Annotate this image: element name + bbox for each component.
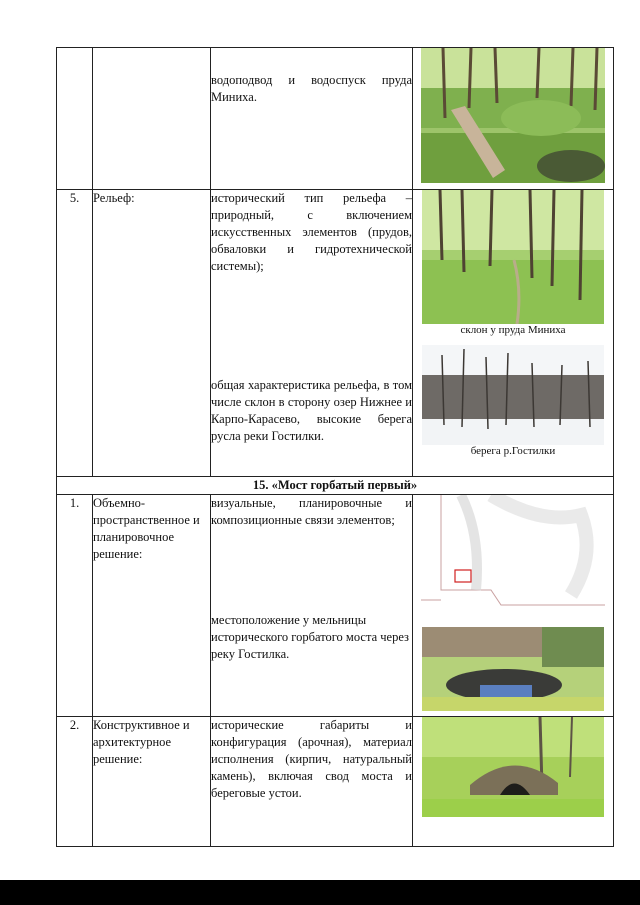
bridge-arch-photo xyxy=(422,717,604,817)
description-text: общая характеристика рельефа, в том числе склон в сторону озер Нижнее и Карпо-Карасево, высокие берега русла реки Гостилки. xyxy=(211,378,412,443)
row-name: Объемно-пространственное и планировочное решение: xyxy=(93,495,211,717)
row-name: Конструктивное и архитектурное решение: xyxy=(93,717,211,847)
site-plan-map xyxy=(421,495,605,609)
riverbank-photo xyxy=(422,345,604,445)
table-row xyxy=(57,190,614,477)
row-description xyxy=(211,495,413,717)
table-row xyxy=(57,48,614,190)
row-image-cell xyxy=(413,717,614,847)
row-description xyxy=(211,190,413,477)
description-text: исторические габариты и конфигурация (арочная), материал исполнения (кирпич, натуральный камень), включая свод моста и береговые устои. xyxy=(211,718,412,800)
description-text: водоподвод и водоспуск пруда Миниха. xyxy=(211,73,412,104)
row-number: 2. xyxy=(57,717,93,847)
row-image-cell xyxy=(413,495,614,717)
row-name: Рельеф: xyxy=(93,190,211,477)
row-number xyxy=(57,48,93,190)
section-title: 15. «Мост горбатый первый» xyxy=(57,477,614,495)
slope-photo xyxy=(422,190,604,324)
row-number: 1. xyxy=(57,495,93,717)
table-row xyxy=(57,717,614,847)
description-text: визуальные, планировочные и композиционные связи элементов; xyxy=(211,496,412,527)
row-description xyxy=(211,717,413,847)
section-heading-row xyxy=(57,477,614,495)
description-text: исторический тип рельефа – природный, с включением искусственных элементов (прудов, обваловки и гидротехнической системы); xyxy=(211,191,412,273)
description-text: местоположение у мельницы исторического горбатого моста через реку Гостилка. xyxy=(211,613,409,661)
row-image-cell xyxy=(413,190,614,477)
table-row xyxy=(57,495,614,717)
heritage-table xyxy=(56,47,614,847)
image-caption: берега р.Гостилки xyxy=(470,445,556,457)
row-number: 5. xyxy=(57,190,93,477)
bridge-pond-photo xyxy=(422,627,604,711)
row-image-cell xyxy=(413,48,614,190)
row-description xyxy=(211,48,413,190)
forest-fallen-tree-photo xyxy=(421,48,605,183)
image-caption: склон у пруда Миниха xyxy=(460,324,566,336)
row-name xyxy=(93,48,211,190)
scan-bottom-edge xyxy=(0,880,640,905)
